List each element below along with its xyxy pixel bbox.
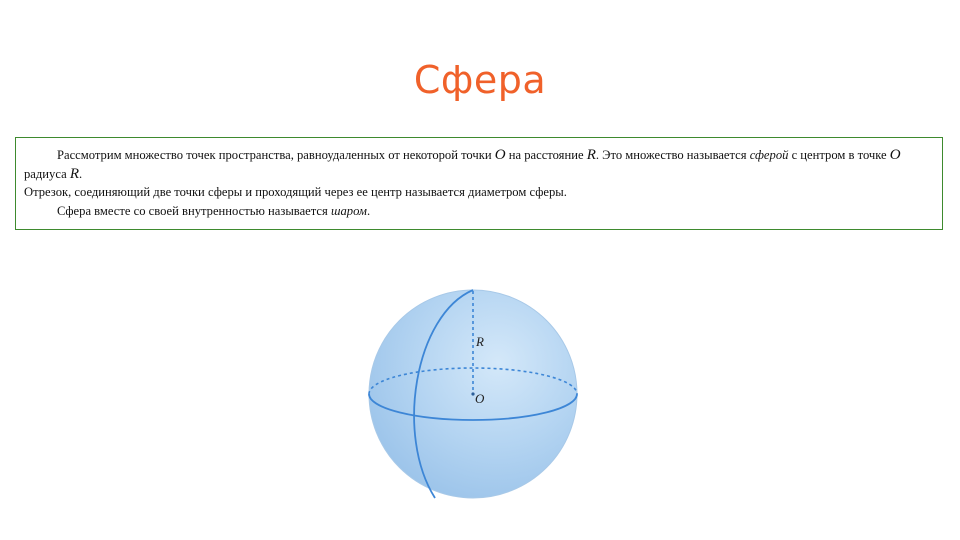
text-segment: с центром в точке <box>788 148 890 162</box>
text-segment: Сфера вместе со своей внутренностью называется <box>57 203 331 218</box>
term-ball: шаром <box>330 203 367 218</box>
definition-paragraph-ball <box>24 202 934 221</box>
radius-label: R <box>476 334 484 349</box>
center-label: O <box>475 391 485 406</box>
definition-box <box>15 137 943 230</box>
slide-title: Сфера <box>413 58 547 102</box>
term-sphere: сферой <box>749 148 789 162</box>
definition-paragraph-sphere <box>24 146 934 183</box>
definition-paragraph-diameter: Отрезок, соединяющий две точки сферы и проходящий через ее центр называется диаметром сферы. <box>24 185 567 199</box>
math-radius-r: R <box>586 147 596 163</box>
math-point-o: O <box>889 147 901 163</box>
text-segment: Рассмотрим множество точек пространства, равноудаленных от некоторой точки <box>57 148 495 162</box>
sphere-figure <box>360 285 590 505</box>
text-segment: радиуса <box>24 166 70 181</box>
math-radius-r: R <box>69 165 79 182</box>
text-segment: . Это множество называется <box>595 148 750 162</box>
math-point-o: O <box>494 147 506 163</box>
text-segment: на расстояние <box>505 148 587 162</box>
text-segment: . <box>78 166 83 181</box>
text-segment: . <box>366 203 371 218</box>
